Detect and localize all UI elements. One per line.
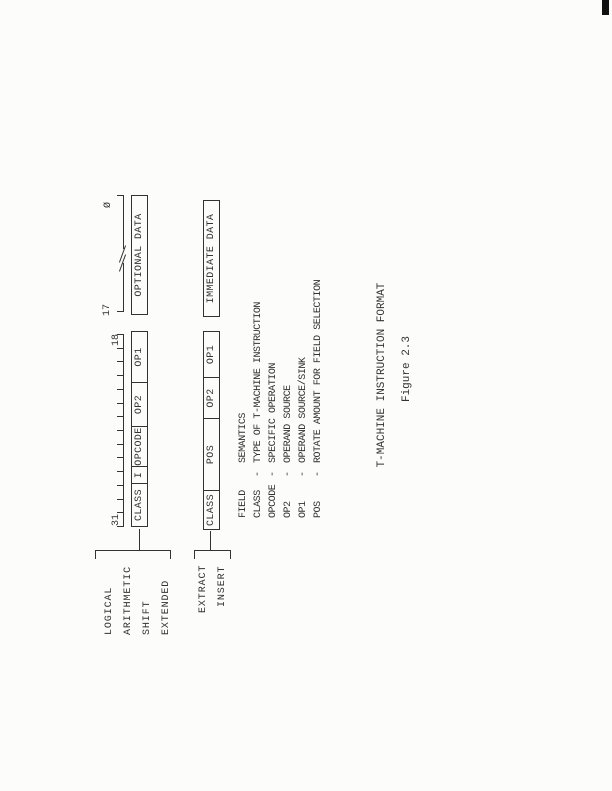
class-label-arithmetic: ARITHMETIC bbox=[123, 565, 134, 635]
brace1-spine bbox=[95, 550, 171, 551]
field-cell-class-2: CLASS bbox=[206, 494, 217, 527]
figure-caption-title: T-MACHINE INSTRUCTION FORMAT bbox=[376, 282, 388, 468]
semantics-meaning: ROTATE AMOUNT FOR FIELD SELECTION bbox=[313, 279, 324, 463]
class-label-extended: EXTENDED bbox=[161, 579, 172, 635]
brace2-tick-top bbox=[194, 551, 195, 559]
field-cell-opcode: OPCODE bbox=[134, 427, 145, 466]
scan-artifact-mark bbox=[602, 0, 609, 15]
semantics-meaning: SPECIFIC OPERATION bbox=[268, 363, 279, 463]
class-label-shift: SHIFT bbox=[142, 600, 153, 635]
bit-label-17: 17 bbox=[102, 303, 113, 316]
class-label-insert: INSERT bbox=[217, 565, 228, 607]
class-label-logical: LOGICAL bbox=[104, 586, 115, 635]
semantics-field-header: FIELD bbox=[238, 490, 249, 518]
bit-label-31: 31 bbox=[111, 513, 122, 526]
bit-label-0: Ø bbox=[103, 201, 114, 208]
semantics-dash: - bbox=[298, 471, 309, 477]
brace1-tick-bottom bbox=[170, 551, 171, 559]
class-label-extract: EXTRACT bbox=[198, 564, 209, 613]
semantics-field: OPCODE bbox=[268, 484, 279, 518]
figure-caption-label: Figure 2.3 bbox=[401, 336, 413, 403]
brace1-pointer bbox=[139, 529, 140, 551]
bit-ruler-optional-line-right bbox=[123, 195, 124, 249]
semantics-field: CLASS bbox=[253, 490, 264, 518]
bit-ruler-optional-tick-right bbox=[117, 195, 124, 196]
brace1-tick-top bbox=[95, 551, 96, 559]
bit-ruler-optional-tick-left bbox=[117, 311, 124, 312]
semantics-meaning: TYPE OF T-MACHINE INSTRUCTION bbox=[253, 302, 264, 463]
semantics-row-op2 bbox=[283, 385, 295, 518]
semantics-dash: - bbox=[268, 471, 279, 477]
bit-ruler-optional-line-left bbox=[123, 263, 124, 312]
semantics-dash: - bbox=[313, 471, 324, 477]
semantics-field: OP2 bbox=[283, 501, 294, 518]
field-cell-op2-1: OP2 bbox=[132, 383, 147, 427]
bit-label-18: 18 bbox=[111, 333, 122, 346]
field-cell-class-1: CLASS bbox=[134, 489, 145, 522]
semantics-meaning: OPERAND SOURCE/SINK bbox=[298, 357, 309, 463]
semantics-field: OP1 bbox=[298, 501, 309, 518]
field-cell-op1-1: OP1 bbox=[132, 332, 147, 383]
semantics-row-class bbox=[253, 302, 265, 518]
semantics-row-op1 bbox=[298, 358, 310, 518]
field-cell-i: I bbox=[132, 467, 147, 484]
semantics-row-pos bbox=[313, 280, 325, 518]
semantics-dash: - bbox=[253, 471, 264, 477]
brace2-spine bbox=[194, 550, 231, 551]
immediate-data-box: IMMEDIATE DATA bbox=[203, 200, 220, 317]
brace2-pointer bbox=[210, 531, 211, 551]
semantics-dash bbox=[238, 463, 250, 477]
optional-data-box: OPTIONAL DATA bbox=[131, 195, 148, 315]
semantics-field: POS bbox=[313, 501, 324, 518]
field-cell-pos: POS bbox=[204, 419, 219, 491]
semantics-meaning: OPERAND SOURCE bbox=[283, 385, 294, 463]
semantics-header-row bbox=[238, 413, 250, 518]
semantics-meaning-header: SEMANTICS bbox=[238, 413, 249, 463]
instruction-format-box-1 bbox=[131, 331, 148, 527]
instruction-format-box-2 bbox=[203, 331, 220, 530]
field-cell-op1-2: OP1 bbox=[204, 332, 219, 378]
semantics-row-opcode bbox=[268, 363, 280, 518]
brace2-tick-bottom bbox=[230, 551, 231, 559]
field-cell-op2-2: OP2 bbox=[204, 378, 219, 419]
bit-ruler-main-line bbox=[123, 334, 124, 527]
semantics-dash: - bbox=[283, 471, 294, 477]
